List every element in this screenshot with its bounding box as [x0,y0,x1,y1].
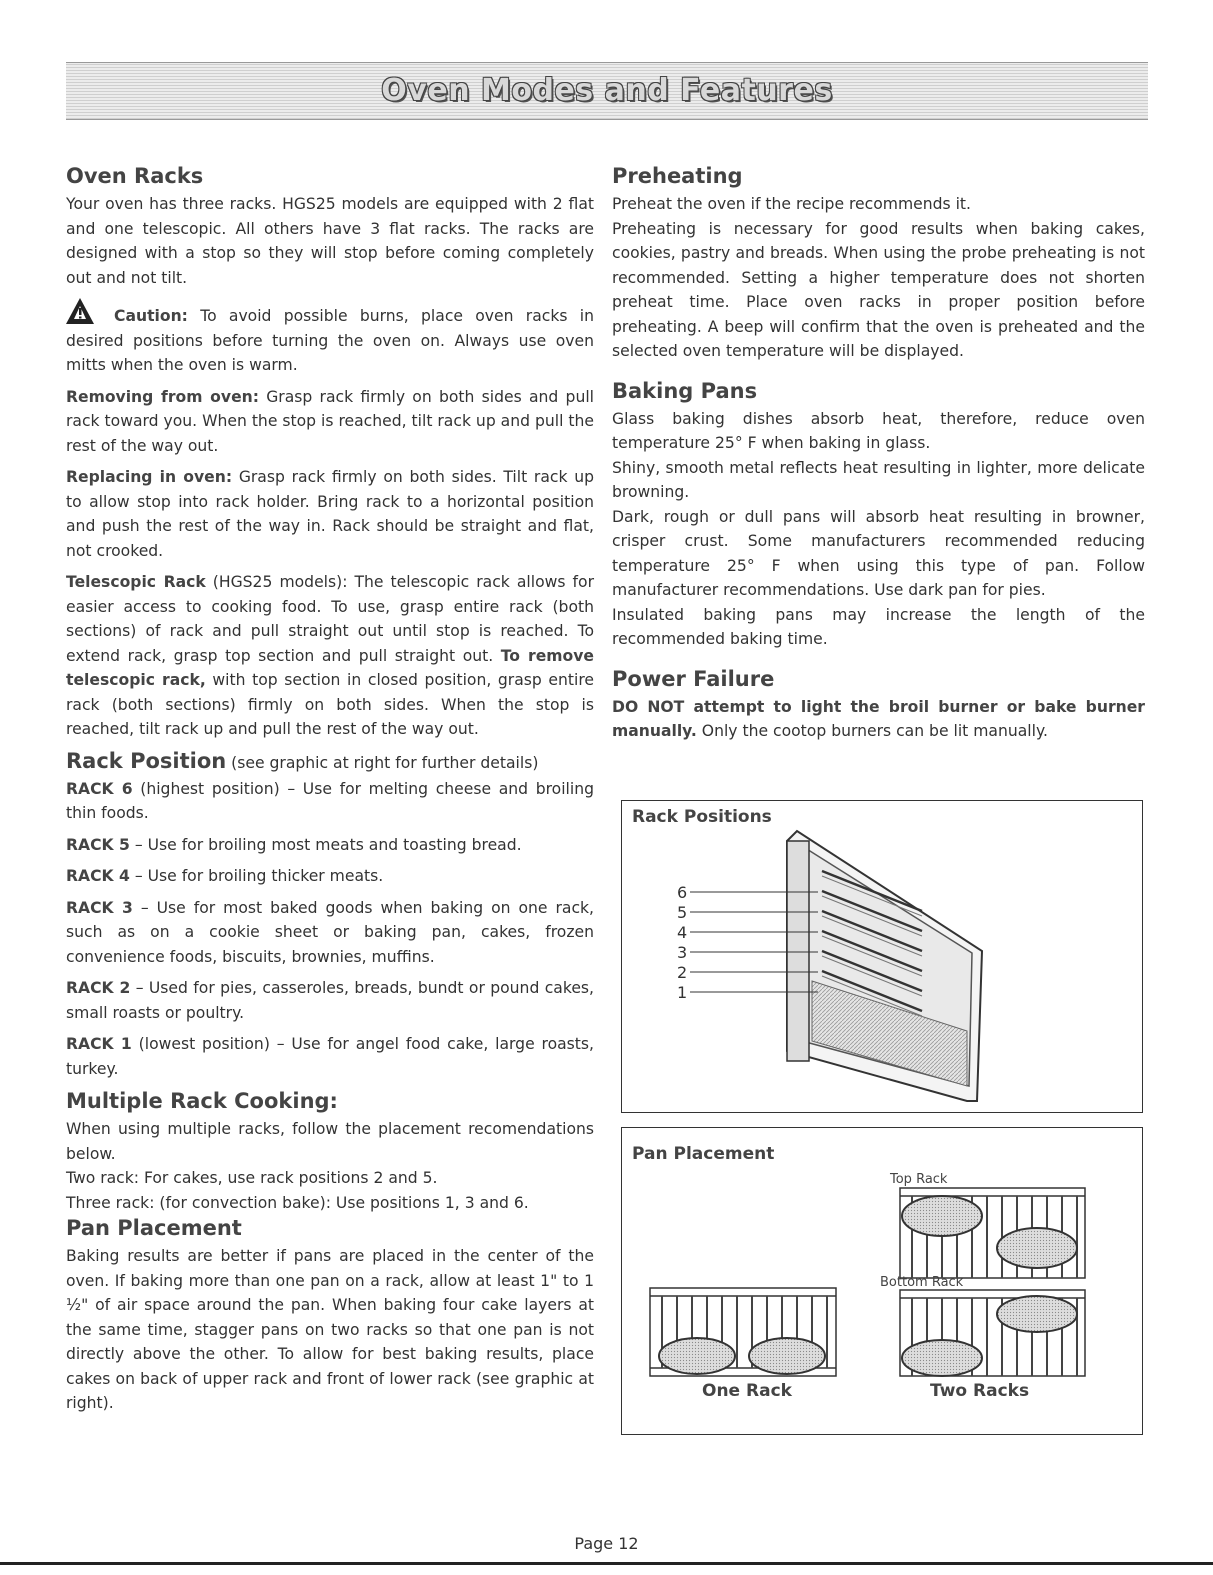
rack-position-sub: (see graphic at right for further details) [226,753,539,772]
power-failure-warning: DO NOT attempt to light the broil burner or bake burner manually. [612,697,1145,740]
caution-label: Caution: [114,307,188,325]
rack-positions-title: Rack Positions [632,807,772,827]
page-number: Page 12 [574,1534,639,1553]
rack-label-6: 6 [677,883,688,902]
rack-item-text: – Use for broiling thicker meats. [129,867,384,885]
rack-item-text: – Use for broiling most meats and toasting bread. [129,835,522,854]
baking-pans-heading: Baking Pans [612,378,758,403]
rack-item-text: (lowest position) – Use for angel food cake, large roasts, turkey. [66,1035,595,1078]
rack-item-text: (highest position) – Use for melting cheese and broiling thin foods. [66,779,594,822]
rack-positions-diagram [622,801,1142,1112]
top-rack-label: Top Rack [890,1172,948,1187]
one-rack-label: One Rack [702,1381,792,1401]
preheating-line2: Preheating is necessary for good results when baking cakes, cookies, pastry and breads. When using the probe preheating is not recommended. Setting a higher temperature does not shorten preheat time. Place oven racks in proper position before preheating. A beep will confirm that the oven is preheated and the selected oven temperature will be displayed. [612,219,1145,360]
power-failure-paragraph [612,695,1145,744]
removing-paragraph [66,385,594,459]
rack-item-label: RACK 5 [66,835,130,854]
bottom-rule [0,1562,1213,1565]
oven-racks-intro: Your oven has three racks. HGS25 models are equipped with 2 flat and one telescopic. All others have 3 flat racks. The racks are designed with a stop so they will stop before coming completely out and not tilt. [66,195,594,287]
removing-text: Grasp rack firmly on both sides and pull rack toward you. When the stop is reached, tilt rack up and pull the rest of the way out. [66,387,594,455]
multiple-line1: When using multiple racks, follow the placement recomendations below. [66,1120,594,1163]
rack-item-label: RACK 6 [66,779,133,798]
rack-item-label: RACK 1 [66,1035,132,1053]
replacing-label: Replacing in oven: [66,468,233,486]
rack-position-heading-line [66,749,594,773]
rack-label-3: 3 [677,943,688,962]
rack-positions-figure [621,800,1143,1113]
telescopic-label: Telescopic Rack [66,573,206,591]
rack-item-label: RACK 3 [66,898,133,917]
rack-item [66,864,594,889]
multiple-line2: Two rack: For cakes, use rack positions 2 and 5. [66,1169,438,1187]
page-banner [66,62,1148,120]
baking-pans-p1: Glass baking dishes absorb heat, therefore, reduce oven temperature 25° F when baking in glass. [612,409,1145,452]
rack-label-5: 5 [677,903,688,922]
baking-pans-p3: Dark, rough or dull pans will absorb heat resulting in browner, crisper crust. Some manufacturers recommended reducing temperature 25° F when using this type of pan. Follow manufacturer recommendations. Use dark pan for pies. [612,507,1145,599]
page-title: Oven Modes and Features [381,73,833,108]
pan-placement-diagram [622,1128,1142,1434]
rack-item-text: – Used for pies, casseroles, breads, bundt or pound cakes, small roasts or poultry. [66,979,594,1022]
power-failure-heading: Power Failure [612,666,775,691]
rack-item-label: RACK 4 [66,867,130,885]
pan-placement-figure-title: Pan Placement [632,1144,775,1164]
baking-pans-p2: Shiny, smooth metal reflects heat resulting in lighter, more delicate browning. [612,458,1145,501]
multiple-rack-heading: Multiple Rack Cooking: [66,1089,338,1113]
rack-item [66,833,594,858]
rack-item [66,777,594,826]
telescopic-text-1: (HGS25 models): The telescopic rack allows for easier access to cooking food. To use, grasp entire rack (both sections) of rack and pull straight out until stop is reached. To extend rack, grasp top section and pull straight out. [66,573,594,665]
oven-racks-heading: Oven Racks [66,164,204,188]
telescopic-remove-label: To remove telescopic rack, [66,646,594,689]
rack-item-text: – Use for most baked goods when baking on one rack, such as on a cookie sheet or baking pan, cakes, frozen convenience foods, biscuits, brownies, muffins. [66,898,595,966]
multiple-line3: Three rack: (for convection bake): Use positions 1, 3 and 6. [66,1193,529,1212]
rack-label-1: 1 [677,983,688,1002]
telescopic-text-2: with top section in closed position, grasp entire rack (both sections) firmly on both sides. When the stop is reached, tilt rack up and pull the rest of the way out. [66,671,594,738]
removing-label: Removing from oven: [66,387,259,406]
rack-label-2: 2 [677,963,688,982]
replacing-text: Grasp rack firmly on both sides. Tilt rack up to allow stop into rack holder. Bring rack to a horizontal position and push the rest of the way in. Rack should be straight and flat, not crooked. [66,468,594,560]
caution-text: To avoid possible burns, place oven racks in desired positions before turning the oven on. Always use oven mitts when the oven is warm. [66,307,594,374]
two-racks-label: Two Racks [930,1381,1030,1401]
preheating-line1: Preheat the oven if the recipe recommends it. [612,195,972,213]
warning-icon [66,297,106,325]
right-column [612,163,1145,751]
left-column [66,163,594,1423]
pan-placement-figure [621,1127,1143,1435]
telescopic-paragraph [66,570,594,742]
rack-item [66,976,594,1025]
caution-paragraph [66,297,594,378]
preheating-heading: Preheating [612,164,743,188]
baking-pans-p4: Insulated baking pans may increase the length of the recommended baking time. [612,605,1145,648]
rack-label-4: 4 [677,923,688,942]
rack-item [66,1032,594,1081]
pan-placement-text: Baking results are better if pans are placed in the center of the oven. If baking more than one pan on a rack, allow at least 1" to 1 ½" of air space around the pan. When baking four cake layers at the same time, stagger pans on two racks so that one pan is not directly above the other. To allow for best baking results, place cakes on back of upper rack and front of lower rack (see graphic at right). [66,1247,594,1412]
pan-placement-heading: Pan Placement [66,1216,242,1240]
rack-position-heading: Rack Position [66,748,227,773]
bottom-rack-label: Bottom Rack [880,1275,964,1290]
rack-item [66,896,594,970]
power-failure-text: Only the cootop burners can be lit manually. [696,722,1048,740]
rack-item-label: RACK 2 [66,979,131,997]
replacing-paragraph [66,465,594,563]
